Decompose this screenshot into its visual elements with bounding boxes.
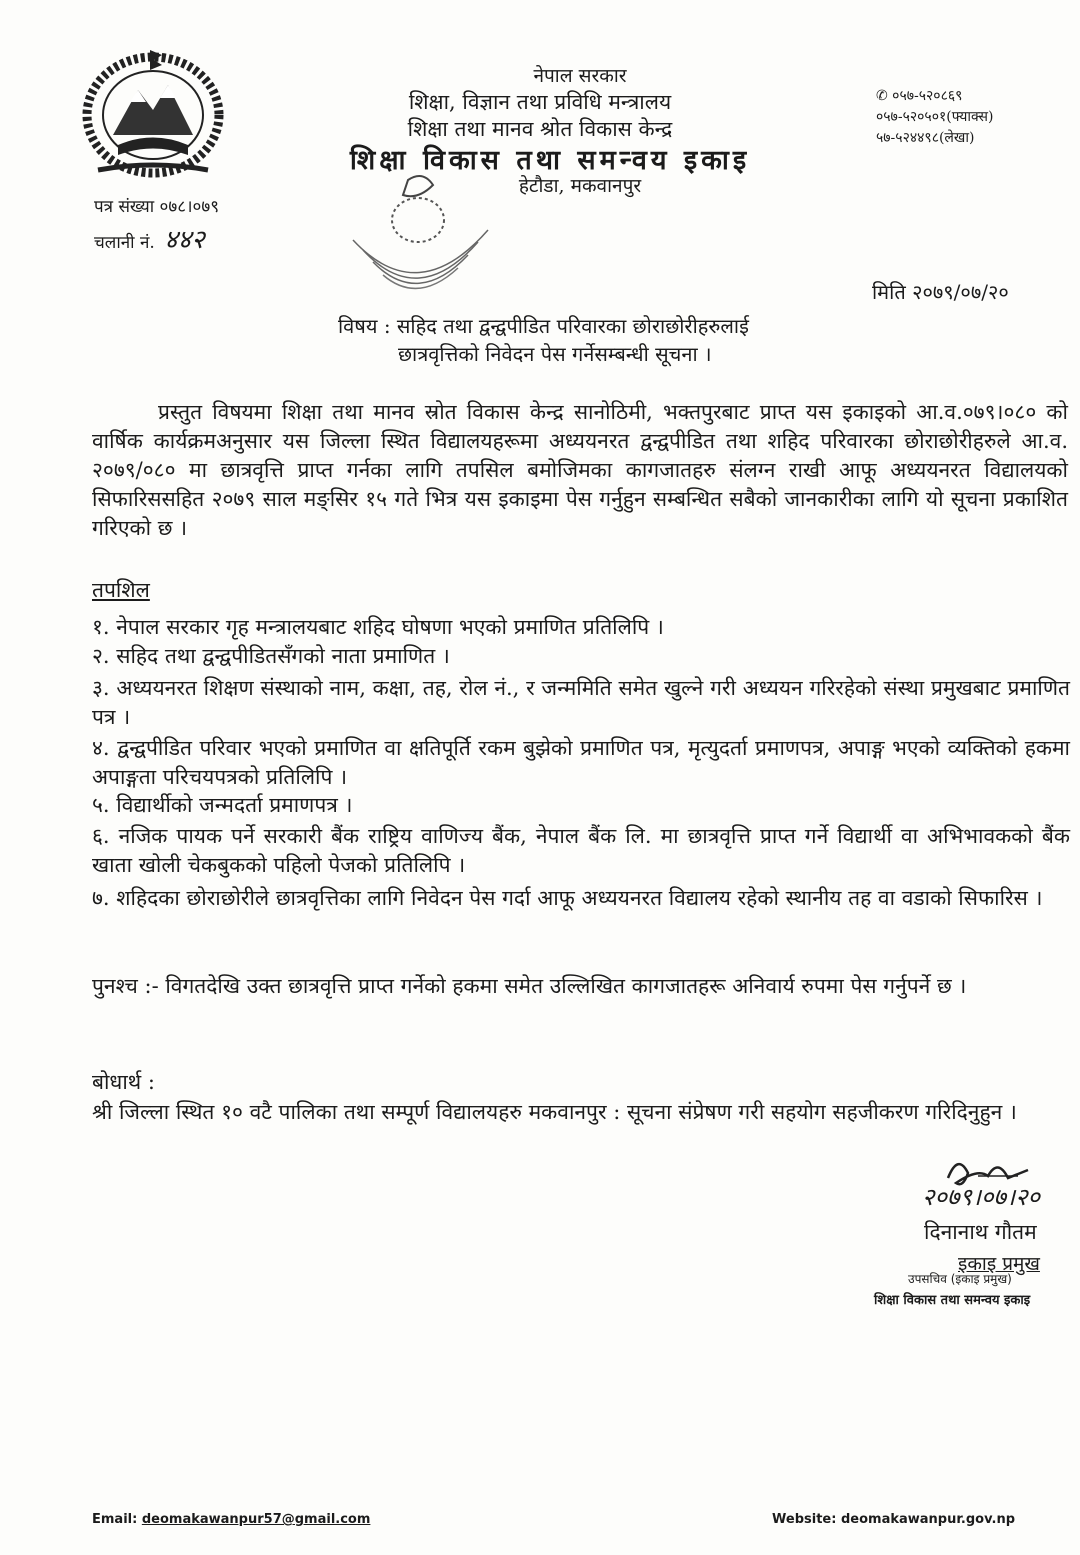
list-item: ४. द्वन्द्वपीडित परिवार भएको प्रमाणित वा क्षतिपूर्ति रकम बुझेको प्रमाणित पत्र, मृत्युदर्ता प्रमाणपत्र, अपाङ्ग भएको व्यक्तिको हकमा अपाङ्गता परिचयपत्रको प्रतिलिपि । (92, 736, 1070, 789)
list-item: २. सहिद तथा द्वन्द्वपीडितसँगको नाता प्रमाणित । (92, 644, 450, 668)
subject-line-2: छात्रवृत्तिको निवेदन पेस गर्नेसम्बन्धी सूचना । (398, 342, 712, 366)
website-label: Website: (772, 1512, 837, 1527)
center-name: शिक्षा तथा मानव श्रोत विकास केन्द्र (407, 117, 673, 141)
office-stamp-icon (338, 170, 498, 310)
letter-date: मिति २०७९/०७/२० (872, 280, 1009, 304)
signatory-title: इकाइ प्रमुख (958, 1253, 1040, 1275)
letter-number: पत्र संख्या ०७८।०७९ (94, 197, 220, 217)
signature-date: २०७९।०७।२० (922, 1183, 1041, 1211)
govt-name: नेपाल सरकार (533, 65, 627, 87)
office-location: हेटौडा, मकवानपुर (518, 175, 642, 197)
cc-heading: बोधार्थ : (92, 1070, 155, 1094)
email-label: Email: (92, 1512, 138, 1527)
postscript: पुनश्च :- विगतदेखि उक्त छात्रवृत्ति प्राप्त गर्नेको हकमा समेत उल्लिखित कागजातहरू अनिवार्य रुपमा पेस गर्नुपर्ने छ । (92, 974, 967, 998)
stamp-office: शिक्षा विकास तथा समन्वय इकाइ (874, 1293, 1031, 1308)
dispatch-row (94, 220, 205, 256)
accounts-number: ५७-५२४४९८(लेखा) (876, 130, 975, 146)
fax-number: ०५७-५२०५०१(फ्याक्स) (876, 109, 994, 125)
email-link[interactable]: deomakawanpur57@gmail.com (141, 1512, 371, 1527)
ministry-name: शिक्षा, विज्ञान तथा प्रविधि मन्त्रालय (408, 90, 672, 114)
subject-line-1: विषय : सहिद तथा द्वन्द्वपीडित परिवारका छोराछोरीहरुलाई (338, 314, 749, 338)
list-item: ७. शहिदका छोराछोरीले छात्रवृत्तिका लागि निवेदन पेस गर्दा आफू अध्ययनरत विद्यालय रहेको स्थानीय तह वा वडाको सिफारिस । (92, 886, 1043, 910)
intro-paragraph: प्रस्तुत विषयमा शिक्षा तथा मानव स्रोत विकास केन्द्र सानोठिमी, भक्तपुरबाट प्राप्त यस इकाइको आ.व.०७९।०८० को वार्षिक कार्यक्रमअनुसार यस जिल्ला स्थित विद्यालयहरूमा अध्ययनरत द्वन्द्वपीडित तथा शहिद परिवारका छोराछोरीहरुले आ.व. २०७९/०८० मा छात्रवृत्ति प्राप्त गर्नका लागि तपसिल बमोजिमका कागजातहरु संलग्न राखी आफू अध्ययनरत विद्यालयको सिफारिससहित २०७९ साल मङ्सिर १५ गते भित्र यस इकाइमा पेस गर्नुहुन सम्बन्धित सबैको जानकारीका लागि यो सूचना प्रकाशित गरिएको छ । (92, 400, 1068, 540)
website-link[interactable]: deomakawanpur.gov.np (840, 1512, 1016, 1527)
dispatch-label: चलानी नं. (94, 233, 155, 253)
unit-name: शिक्षा विकास तथा समन्वय इकाइ (349, 145, 751, 176)
footer-website (772, 1512, 1015, 1527)
contact-block (876, 86, 993, 149)
list-item: ५. विद्यार्थीको जन्मदर्ता प्रमाणपत्र । (92, 793, 353, 817)
dispatch-number: ४४२ (164, 225, 205, 255)
signatory-name: दिनानाथ गौतम (924, 1220, 1037, 1244)
tapashil-heading: तपशिल (92, 578, 150, 602)
stamp-designation: उपसचिव (इकाइ प्रमुख) (908, 1272, 1012, 1286)
list-item: ६. नजिक पायक पर्ने सरकारी बैंक राष्ट्रिय वाणिज्य बैंक, नेपाल बैंक लि. मा छात्रवृत्ति प्राप्त गर्ने विद्यार्थी वा अभिभावकको बैंक खाता खोली चेकबुकको पहिलो पेजको प्रतिलिपि । (92, 824, 1070, 877)
cc-recipients: श्री जिल्ला स्थित १० वटै पालिका तथा सम्पूर्ण विद्यालयहरु मकवानपुर : सूचना संप्रेषण गरी सहयोग सहजीकरण गरिदिनुहुन । (92, 1100, 1017, 1124)
footer-email (92, 1512, 370, 1527)
phone-number: ✆ ०५७-५२०८६९ (876, 88, 963, 104)
list-item: ३. अध्ययनरत शिक्षण संस्थाको नाम, कक्षा, तह, रोल नं., र जन्ममिति समेत खुल्ने गरी अध्ययन गरिरहेको संस्था प्रमुखबाट प्रमाणित पत्र । (92, 676, 1070, 729)
list-item: १. नेपाल सरकार गृह मन्त्रालयबाट शहिद घोषणा भएको प्रमाणित प्रतिलिपि । (92, 615, 664, 639)
